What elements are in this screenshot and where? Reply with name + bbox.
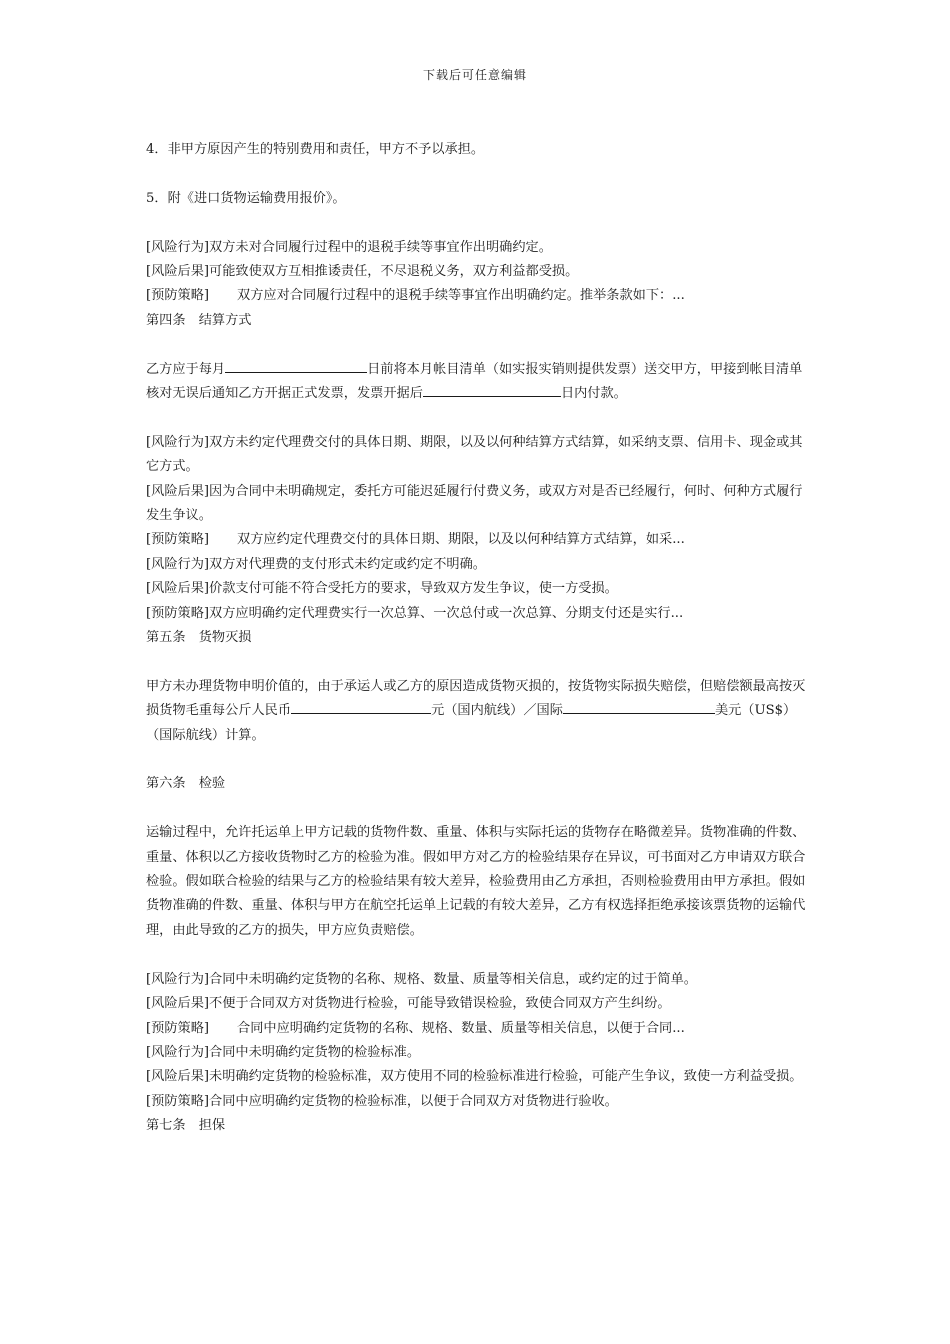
blank-field-day[interactable] — [225, 358, 367, 373]
risk-strategy — [146, 1017, 806, 1041]
strategy-label: [预防策略] — [146, 288, 210, 304]
risk-consequence: [风险后果]因为合同中未明确规定，委托方可能迟延履行付费义务，或双方对是否已经履行，何时、何种方式履行发生争议。 — [146, 483, 803, 524]
document-body — [146, 138, 806, 1139]
strategy-label: [预防策略] — [146, 1020, 210, 1036]
risk-behavior: [风险行为]双方对代理费的支付形式未约定或约定不明确。 — [146, 556, 486, 572]
blank-field-usd-amount[interactable] — [563, 699, 715, 714]
risk-behavior: [风险行为]合同中未明确约定货物的名称、规格、数量、质量等相关信息，或约定的过于简单。 — [146, 971, 697, 987]
risk-strategy: [预防策略]合同中应明确约定货物的检验标准，以便于合同双方对货物进行验收。 — [146, 1093, 618, 1109]
risk-strategy: [预防策略]双方应明确约定代理费实行一次总算、一次总付或一次总算、分期支付还是实行... — [146, 605, 684, 621]
risk-behavior: [风险行为]合同中未明确约定货物的检验标准。 — [146, 1044, 421, 1060]
article-6-body: 运输过程中，允许托运单上甲方记载的货物件数、重量、体积与实际托运的货物存在略微差异。货物准确的件数、重量、体积以乙方接收货物时乙方的检验为准。假如甲方对乙方的检验结果存在异议，可书面对乙方申请双方联合检验。假如联合检验的结果与乙方的检验结果有较大差异，检验费用由乙方承担，否则检验费用由甲方承担。假如货物准确的件数、重量、体积与甲方在航空托运单上记载的有较大差异，乙方有权选择拒绝承接该票货物的运输代理，由此导致的乙方的损失，甲方应负责赔偿。 — [146, 825, 806, 938]
clause-item-5: 5．附《进口货物运输费用报价》。 — [146, 190, 346, 206]
page-header: 下载后可任意编辑 — [422, 68, 527, 82]
risk-behavior: [风险行为]双方未约定代理费交付的具体日期、期限，以及以何种结算方式结算，如采纳支票、信用卡、现金或其它方式。 — [146, 434, 803, 475]
strategy-label: [预防策略] — [146, 532, 210, 548]
article-4-body: 乙方应于每月 日前将本月帐目清单（如实报实销则提供发票）送交甲方，甲接到帐目清单核对无误后通知乙方开据正式发票，发票开据后 日内付款。 — [146, 358, 806, 407]
blank-field-rmb-amount[interactable] — [291, 699, 431, 714]
article-7-title: 第七条 担保 — [146, 1118, 226, 1134]
article-5-title: 第五条 货物灭损 — [146, 630, 252, 646]
article-4-title: 第四条 结算方式 — [146, 312, 252, 328]
blank-field-payment-days[interactable] — [423, 382, 561, 397]
risk-consequence: [风险后果]价款支付可能不符合受托方的要求，导致双方发生争议，使一方受损。 — [146, 581, 618, 597]
strategy-text: 双方应对合同履行过程中的退税手续等事宜作出明确约定。推举条款如下：... — [237, 288, 685, 304]
article-6-title: 第六条 检验 — [146, 776, 226, 792]
strategy-text: 双方应约定代理费交付的具体日期、期限，以及以何种结算方式结算，如采... — [237, 532, 685, 548]
risk-strategy — [146, 528, 806, 552]
risk-consequence: [风险后果]可能致使双方互相推诿责任，不尽退税义务，双方利益都受损。 — [146, 264, 579, 279]
risk-strategy — [146, 284, 806, 308]
risk-behavior: [风险行为]双方未对合同履行过程中的退税手续等事宜作出明确约定。 — [146, 239, 552, 255]
strategy-text: 合同中应明确约定货物的名称、规格、数量、质量等相关信息，以便于合同... — [237, 1020, 685, 1036]
risk-consequence: [风险后果]未明确约定货物的检验标准，双方使用不同的检验标准进行检验，可能产生争议，致使一方利益受损。 — [146, 1069, 803, 1085]
article-5-body: 甲方未办理货物申明价值的，由于承运人或乙方的原因造成货物灭损的，按货物实际损失赔偿，但赔偿额最高按灭损货物毛重每公斤人民币 元（国内航线）／国际 美元（US$）（国际航线）计算。 — [146, 678, 806, 743]
risk-consequence: [风险后果]不便于合同双方对货物进行检验，可能导致错误检验，致使合同双方产生纠纷。 — [146, 996, 671, 1012]
clause-item-4: 4．非甲方原因产生的特别费用和责任，甲方不予以承担。 — [146, 142, 485, 157]
